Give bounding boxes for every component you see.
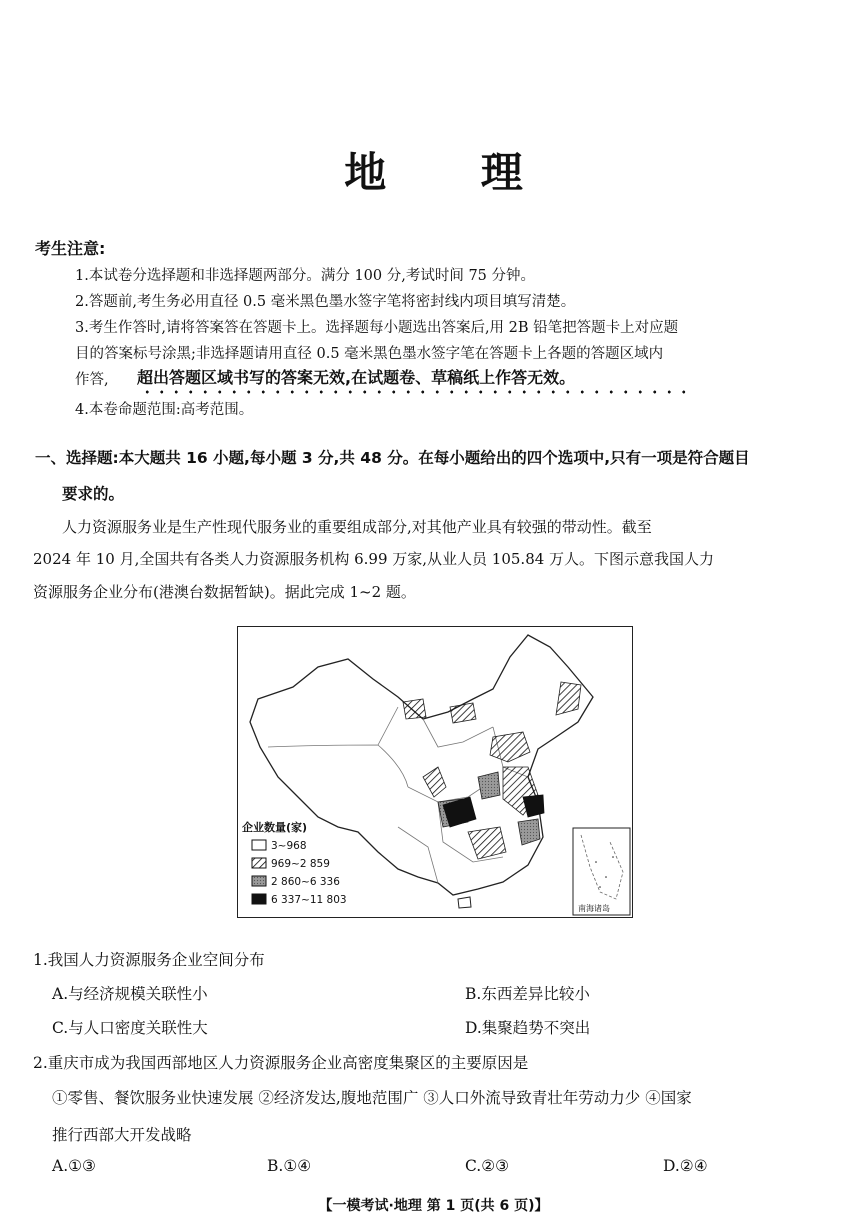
notice-item-3-end: 作答, [75, 372, 109, 388]
q2-items: ①零售、餐饮服务业快速发展 ②经济发达,腹地范围广 ③人口外流导致青壮年劳动力少 ④国家 [52, 1089, 692, 1107]
legend-label-4: 6 337~11 803 [271, 894, 347, 906]
inset-label: 南海诸岛 [578, 904, 610, 913]
notice-emphasis: 超出答题区域书写的答案无效,在试题卷、草稿纸上作答无效。 [137, 368, 576, 387]
q2-option-b: B.①④ [267, 1157, 312, 1175]
page-title: 地 理 [344, 148, 563, 197]
south-china-sea-inset [573, 828, 630, 915]
passage-line-3: 资源服务企业分布(港澳台数据暂缺)。据此完成 1~2 题。 [33, 583, 416, 601]
notice-item-3: 3.考生作答时,请将答案答在答题卡上。选择题每小题选出答案后,用 2B 铅笔把答题卡上对应题 [75, 320, 679, 336]
q2-option-c: C.②③ [465, 1157, 510, 1175]
legend-swatch-2 [252, 858, 266, 868]
q1-option-b: B.东西差异比较小 [465, 985, 590, 1003]
q2-option-d: D.②④ [663, 1157, 708, 1175]
notice-heading: 考生注意: [35, 239, 106, 258]
china-map-figure [237, 626, 633, 918]
q1-option-d: D.集聚趋势不突出 [465, 1019, 591, 1037]
china-outline [250, 635, 593, 895]
legend-swatch-4 [252, 894, 266, 904]
section-heading-cont: 要求的。 [62, 485, 125, 503]
emphasis-dots [140, 390, 692, 394]
legend-swatch-3 [252, 876, 266, 886]
legend-swatch-1 [252, 840, 266, 850]
section-heading: 一、选择题:本大题共 16 小题,每小题 3 分,共 48 分。在每小题给出的四个选项中,只有一项是符合题目 [35, 449, 750, 467]
legend-label-2: 969~2 859 [271, 858, 330, 870]
notice-item-1: 1.本试卷分选择题和非选择题两部分。满分 100 分,考试时间 75 分钟。 [75, 268, 536, 284]
q1-stem: 1.我国人力资源服务企业空间分布 [33, 951, 265, 969]
notice-item-3-cont: 目的答案标号涂黑;非选择题请用直径 0.5 毫米黑色墨水签字笔在答题卡上各题的答题区域内 [75, 346, 664, 362]
notice-item-4: 4.本卷命题范围:高考范围。 [75, 402, 254, 418]
passage-line-2: 2024 年 10 月,全国共有各类人力资源服务机构 6.99 万家,从业人员 105.84 万人。下图示意我国人力 [33, 550, 715, 568]
passage-line-1: 人力资源服务业是生产性现代服务业的重要组成部分,对其他产业具有较强的带动性。截至 [62, 518, 652, 536]
q1-option-a: A.与经济规模关联性小 [52, 985, 208, 1003]
legend-label-3: 2 860~6 336 [271, 876, 340, 888]
q2-option-a: A.①③ [52, 1157, 96, 1175]
q1-option-c: C.与人口密度关联性大 [52, 1019, 208, 1037]
q2-items-cont: 推行西部大开发战略 [52, 1126, 192, 1144]
legend-label-1: 3~968 [271, 840, 307, 852]
china-map [238, 627, 631, 916]
legend-title: 企业数量(家) [242, 821, 308, 834]
notice-item-2: 2.答题前,考生务必用直径 0.5 毫米黑色墨水签字笔将密封线内项目填写清楚。 [75, 294, 576, 310]
q2-stem: 2.重庆市成为我国西部地区人力资源服务企业高密度集聚区的主要原因是 [33, 1054, 529, 1072]
page-footer: 【一模考试·地理 第 1 页(共 6 页)】 [318, 1198, 549, 1214]
